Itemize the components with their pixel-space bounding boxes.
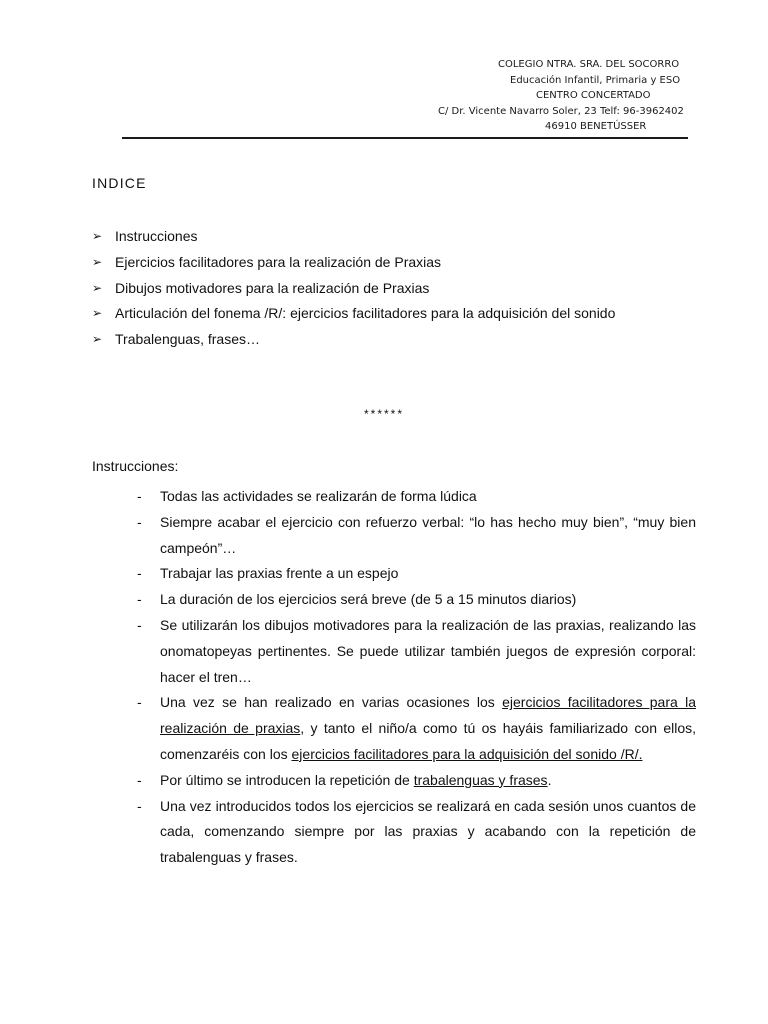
instruction-text: Se utilizarán los dibujos motivadores para la realización de las praxias, realizando las onomatopeyas pertinentes. Se puede utilizar también juegos de expresión corporal: hacer el tren… xyxy=(160,616,696,685)
school-levels: Educación Infantil, Primaria y ESO xyxy=(510,74,681,86)
school-city: 46910 BENETÚSSER xyxy=(545,121,647,132)
school-address: C/ Dr. Vicente Navarro Soler, 23 Telf: 96-3962402 xyxy=(438,105,684,117)
dash-bullet: - xyxy=(137,513,142,530)
instruction-text-part: . xyxy=(547,771,552,788)
arrow-bullet-icon: ➢ xyxy=(92,306,103,321)
letterhead xyxy=(400,57,720,135)
arrow-bullet-icon: ➢ xyxy=(92,229,103,243)
index-item-label: Instrucciones xyxy=(115,228,198,244)
instruction-text: Todas las actividades se realizarán de forma lúdica xyxy=(160,488,477,504)
school-name: COLEGIO NTRA. SRA. DEL SOCORRO xyxy=(498,59,680,70)
dash-bullet: - xyxy=(137,771,142,788)
instructions-title: Instrucciones: xyxy=(92,458,179,474)
underlined-reference: ejercicios facilitadores para la realización de praxias xyxy=(160,694,696,737)
arrow-bullet-icon: ➢ xyxy=(92,280,103,295)
index-item xyxy=(92,330,615,356)
instruction-text: Siempre acabar el ejercicio con refuerzo verbal: “lo has hecho muy bien”, “muy bien campeón”… xyxy=(160,513,696,556)
index-item-label: Trabalenguas, frases… xyxy=(115,331,260,348)
instructions-list xyxy=(137,484,696,871)
instruction-item xyxy=(137,613,696,690)
instruction-text: Una vez introducidos todos los ejercicios se realizará en cada sesión unos cuantos de cada, comenzando siempre por las praxias y acabando con la repetición de trabalenguas y frases. xyxy=(160,797,696,866)
instruction-text-part: Una vez se han realizado en varias ocasiones los xyxy=(160,694,503,711)
instruction-item xyxy=(137,587,696,613)
instruction-item xyxy=(137,794,696,871)
index-item-label: Articulación del fonema /R/: ejercicios facilitadores para la adquisición del sonido xyxy=(115,305,616,322)
instruction-item xyxy=(137,768,696,794)
instruction-item xyxy=(137,690,696,767)
index-item-label: Ejercicios facilitadores para la realización de Praxias xyxy=(115,253,442,270)
underlined-reference: ejercicios facilitadores para la adquisición del sonido /R/. xyxy=(291,745,643,762)
dash-bullet: - xyxy=(137,616,142,633)
index-item xyxy=(92,227,615,253)
index-item xyxy=(92,253,615,279)
index-title: INDICE xyxy=(92,175,147,191)
underlined-reference: trabalenguas y frases xyxy=(413,771,548,788)
instruction-item xyxy=(137,561,696,587)
dash-bullet: - xyxy=(137,565,142,582)
index-item xyxy=(92,279,615,305)
dash-bullet: - xyxy=(137,488,142,504)
arrow-bullet-icon: ➢ xyxy=(92,254,103,269)
section-separator: ****** xyxy=(363,407,405,421)
school-type: CENTRO CONCERTADO xyxy=(536,90,651,101)
index-item-label: Dibujos motivadores para la realización de Praxias xyxy=(115,279,430,296)
dash-bullet: - xyxy=(137,694,142,711)
instruction-item xyxy=(137,510,696,562)
dash-bullet: - xyxy=(137,797,142,814)
index-item xyxy=(92,304,615,330)
instruction-text-part: , y tanto el niño/a como tú os hayáis familiarizado con ellos, comenzaréis con los xyxy=(160,720,696,762)
instruction-text-part: Por último se introducen la repetición de xyxy=(160,771,414,788)
instruction-text: Trabajar las praxias frente a un espejo xyxy=(160,565,399,582)
instruction-text: La duración de los ejercicios será breve (de 5 a 15 minutos diarios) xyxy=(160,591,577,608)
dash-bullet: - xyxy=(137,591,142,608)
index-list xyxy=(92,227,615,356)
instruction-item xyxy=(137,484,696,510)
arrow-bullet-icon: ➢ xyxy=(92,332,103,347)
header-divider xyxy=(122,137,688,139)
